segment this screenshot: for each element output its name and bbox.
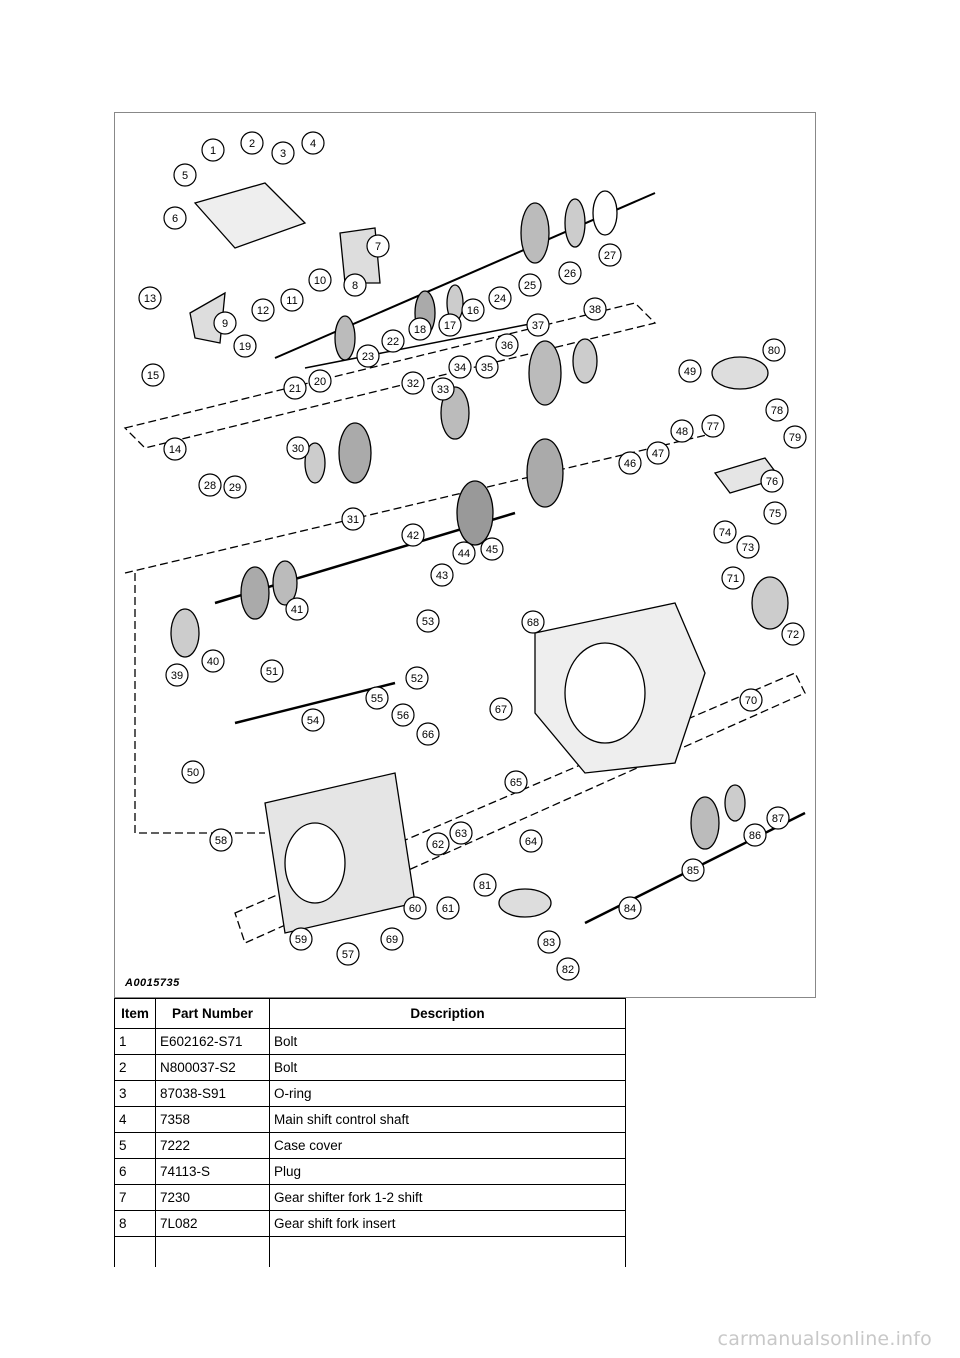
callout-label: 77	[706, 421, 720, 433]
callout-label: 20	[313, 376, 327, 388]
callout-label: 83	[542, 937, 556, 949]
callout-84	[619, 897, 641, 919]
callout-label: 16	[466, 305, 480, 317]
callout-25	[519, 274, 541, 296]
callout-28	[199, 474, 221, 496]
callout-7	[367, 235, 389, 257]
cell-description: Gear shift fork insert	[270, 1211, 626, 1237]
callout-label: 15	[146, 370, 160, 382]
callout-label: 2	[248, 138, 256, 150]
callout-34	[449, 356, 471, 378]
callout-label: 76	[765, 476, 779, 488]
transmission-exploded-drawing	[115, 113, 815, 997]
callout-label: 34	[453, 362, 467, 374]
callout-label: 68	[526, 617, 540, 629]
cell-description: Gear shifter fork 1-2 shift	[270, 1185, 626, 1211]
callout-6	[164, 207, 186, 229]
header-description: Description	[270, 999, 626, 1029]
callout-69	[381, 928, 403, 950]
callout-label: 23	[361, 351, 375, 363]
callout-71	[722, 567, 744, 589]
callout-label: 67	[494, 704, 508, 716]
callout-label: 19	[238, 341, 252, 353]
callout-1	[202, 139, 224, 161]
callout-label: 74	[718, 527, 732, 539]
table-header-row	[115, 999, 626, 1029]
cell-item: 5	[115, 1133, 156, 1159]
callout-label: 81	[478, 880, 492, 892]
callout-label: 85	[686, 865, 700, 877]
exploded-view-diagram	[114, 112, 816, 998]
callout-24	[489, 287, 511, 309]
callout-label: 14	[168, 444, 182, 456]
callout-40	[202, 650, 224, 672]
callout-label: 49	[683, 366, 697, 378]
callout-label: 17	[443, 320, 457, 332]
callout-10	[309, 269, 331, 291]
callout-label: 22	[386, 336, 400, 348]
callout-label: 53	[421, 616, 435, 628]
callout-32	[402, 372, 424, 394]
callout-label: 41	[290, 604, 304, 616]
callout-label: 51	[265, 666, 279, 678]
callout-31	[342, 508, 364, 530]
callout-30	[287, 437, 309, 459]
callout-label: 6	[171, 213, 179, 225]
cell-item: 8	[115, 1211, 156, 1237]
callout-label: 59	[294, 934, 308, 946]
cell-item: 1	[115, 1029, 156, 1055]
callout-label: 52	[410, 673, 424, 685]
callout-label: 73	[741, 542, 755, 554]
callout-83	[538, 931, 560, 953]
cell-description: Bolt	[270, 1055, 626, 1081]
callout-9	[214, 312, 236, 334]
callout-label: 13	[143, 293, 157, 305]
callout-22	[382, 330, 404, 352]
cell-empty	[156, 1237, 270, 1267]
callout-label: 57	[341, 949, 355, 961]
cell-description: Plug	[270, 1159, 626, 1185]
callout-76	[761, 470, 783, 492]
callout-label: 71	[726, 573, 740, 585]
callout-11	[281, 289, 303, 311]
callout-label: 54	[306, 715, 320, 727]
callout-label: 87	[771, 813, 785, 825]
callout-label: 7	[374, 241, 382, 253]
callout-43	[431, 564, 453, 586]
callout-33	[432, 378, 454, 400]
callout-45	[481, 538, 503, 560]
callout-label: 33	[436, 384, 450, 396]
table-row	[115, 1055, 626, 1081]
callout-68	[522, 611, 544, 633]
callout-41	[286, 598, 308, 620]
callout-label: 24	[493, 293, 507, 305]
callout-label: 62	[431, 839, 445, 851]
callout-label: 56	[396, 710, 410, 722]
cell-empty	[270, 1237, 626, 1267]
callout-63	[450, 822, 472, 844]
callout-label: 21	[288, 383, 302, 395]
callout-27	[599, 244, 621, 266]
callout-label: 46	[623, 458, 637, 470]
cell-part-number: 74113-S	[156, 1159, 270, 1185]
callout-label: 48	[675, 426, 689, 438]
cell-part-number: 7L082	[156, 1211, 270, 1237]
callout-label: 50	[186, 767, 200, 779]
table-row	[115, 1029, 626, 1055]
cell-description: Case cover	[270, 1133, 626, 1159]
callout-12	[252, 299, 274, 321]
callout-label: 79	[788, 432, 802, 444]
callout-59	[290, 928, 312, 950]
callout-label: 29	[228, 482, 242, 494]
callout-50	[182, 761, 204, 783]
watermark-text: carmanualsonline.info	[717, 1328, 932, 1350]
callout-51	[261, 660, 283, 682]
callout-label: 31	[346, 514, 360, 526]
callout-44	[453, 542, 475, 564]
cell-empty	[115, 1237, 156, 1267]
table-row	[115, 1133, 626, 1159]
callout-61	[437, 897, 459, 919]
callout-82	[557, 958, 579, 980]
parts-table	[114, 998, 626, 1267]
callout-86	[744, 824, 766, 846]
callout-49	[679, 360, 701, 382]
cell-part-number: 7222	[156, 1133, 270, 1159]
callout-85	[682, 859, 704, 881]
callout-60	[404, 897, 426, 919]
callout-26	[559, 262, 581, 284]
callout-label: 72	[786, 629, 800, 641]
callout-3	[272, 142, 294, 164]
header-part-number: Part Number	[156, 999, 270, 1029]
table-row	[115, 1081, 626, 1107]
callout-15	[142, 364, 164, 386]
callout-58	[210, 829, 232, 851]
callout-77	[702, 415, 724, 437]
callout-label: 18	[413, 324, 427, 336]
callout-87	[767, 807, 789, 829]
callout-label: 86	[748, 830, 762, 842]
callout-label: 82	[561, 964, 575, 976]
callout-70	[740, 689, 762, 711]
cell-item: 4	[115, 1107, 156, 1133]
callout-label: 64	[524, 836, 538, 848]
callout-62	[427, 833, 449, 855]
callout-label: 28	[203, 480, 217, 492]
callout-48	[671, 420, 693, 442]
cell-part-number: 7230	[156, 1185, 270, 1211]
callout-label: 40	[206, 656, 220, 668]
callout-14	[164, 438, 186, 460]
callout-75	[764, 502, 786, 524]
table-row	[115, 1159, 626, 1185]
cell-item: 7	[115, 1185, 156, 1211]
callout-13	[139, 287, 161, 309]
callout-20	[309, 370, 331, 392]
callout-label: 61	[441, 903, 455, 915]
cell-description: O-ring	[270, 1081, 626, 1107]
cell-part-number: N800037-S2	[156, 1055, 270, 1081]
callout-label: 35	[480, 362, 494, 374]
callout-label: 3	[279, 148, 287, 160]
cell-description: Main shift control shaft	[270, 1107, 626, 1133]
callout-80	[763, 339, 785, 361]
callout-label: 44	[457, 548, 471, 560]
callout-label: 38	[588, 304, 602, 316]
callout-39	[166, 664, 188, 686]
callout-46	[619, 452, 641, 474]
callout-label: 9	[221, 318, 229, 330]
callout-55	[366, 687, 388, 709]
callout-label: 26	[563, 268, 577, 280]
table-row	[115, 1211, 626, 1237]
callout-label: 84	[623, 903, 637, 915]
callout-label: 8	[351, 280, 359, 292]
callout-label: 66	[421, 729, 435, 741]
callout-74	[714, 521, 736, 543]
callout-42	[402, 524, 424, 546]
table-row	[115, 1107, 626, 1133]
callout-label: 80	[767, 345, 781, 357]
callout-8	[344, 274, 366, 296]
callout-label: 32	[406, 378, 420, 390]
callout-23	[357, 345, 379, 367]
callout-57	[337, 943, 359, 965]
callout-label: 11	[286, 295, 298, 307]
callout-5	[174, 164, 196, 186]
figure-id-label: A0015735	[125, 977, 180, 989]
cell-part-number: 87038-S91	[156, 1081, 270, 1107]
callout-29	[224, 476, 246, 498]
callout-label: 70	[744, 695, 758, 707]
callout-47	[647, 442, 669, 464]
callout-label: 63	[454, 828, 468, 840]
callout-72	[782, 623, 804, 645]
callout-label: 43	[435, 570, 449, 582]
callout-38	[584, 298, 606, 320]
header-item: Item	[115, 999, 156, 1029]
callout-56	[392, 704, 414, 726]
cell-item: 2	[115, 1055, 156, 1081]
cell-item: 6	[115, 1159, 156, 1185]
callout-label: 12	[256, 305, 270, 317]
table-row	[115, 1185, 626, 1211]
callout-label: 60	[408, 903, 422, 915]
cell-item: 3	[115, 1081, 156, 1107]
callout-label: 78	[770, 405, 784, 417]
cell-description: Bolt	[270, 1029, 626, 1055]
callout-53	[417, 610, 439, 632]
callout-label: 75	[768, 508, 782, 520]
table-row-empty	[115, 1237, 626, 1267]
callout-54	[302, 709, 324, 731]
callout-label: 10	[313, 275, 327, 287]
callout-66	[417, 723, 439, 745]
callout-label: 25	[523, 280, 537, 292]
callout-label: 65	[509, 777, 523, 789]
cell-part-number: 7358	[156, 1107, 270, 1133]
callout-21	[284, 377, 306, 399]
callout-label: 36	[500, 340, 514, 352]
callout-label: 1	[209, 145, 217, 157]
callout-67	[490, 698, 512, 720]
callout-label: 47	[651, 448, 665, 460]
callout-label: 4	[309, 138, 317, 150]
callout-79	[784, 426, 806, 448]
callout-label: 58	[214, 835, 228, 847]
callout-65	[505, 771, 527, 793]
callout-37	[527, 314, 549, 336]
callout-16	[462, 299, 484, 321]
callout-label: 55	[370, 693, 384, 705]
callout-4	[302, 132, 324, 154]
callout-36	[496, 334, 518, 356]
cell-part-number: E602162-S71	[156, 1029, 270, 1055]
callout-label: 39	[170, 670, 184, 682]
callout-35	[476, 356, 498, 378]
callout-81	[474, 874, 496, 896]
callout-label: 45	[485, 544, 499, 556]
callout-64	[520, 830, 542, 852]
callout-label: 42	[406, 530, 420, 542]
callout-19	[234, 335, 256, 357]
callout-label: 30	[291, 443, 305, 455]
callout-52	[406, 667, 428, 689]
callout-17	[439, 314, 461, 336]
callout-label: 27	[603, 250, 617, 262]
callout-18	[409, 318, 431, 340]
callout-label: 37	[531, 320, 545, 332]
callout-73	[737, 536, 759, 558]
callout-2	[241, 132, 263, 154]
callout-label: 69	[385, 934, 399, 946]
callout-label: 5	[181, 170, 189, 182]
callout-78	[766, 399, 788, 421]
